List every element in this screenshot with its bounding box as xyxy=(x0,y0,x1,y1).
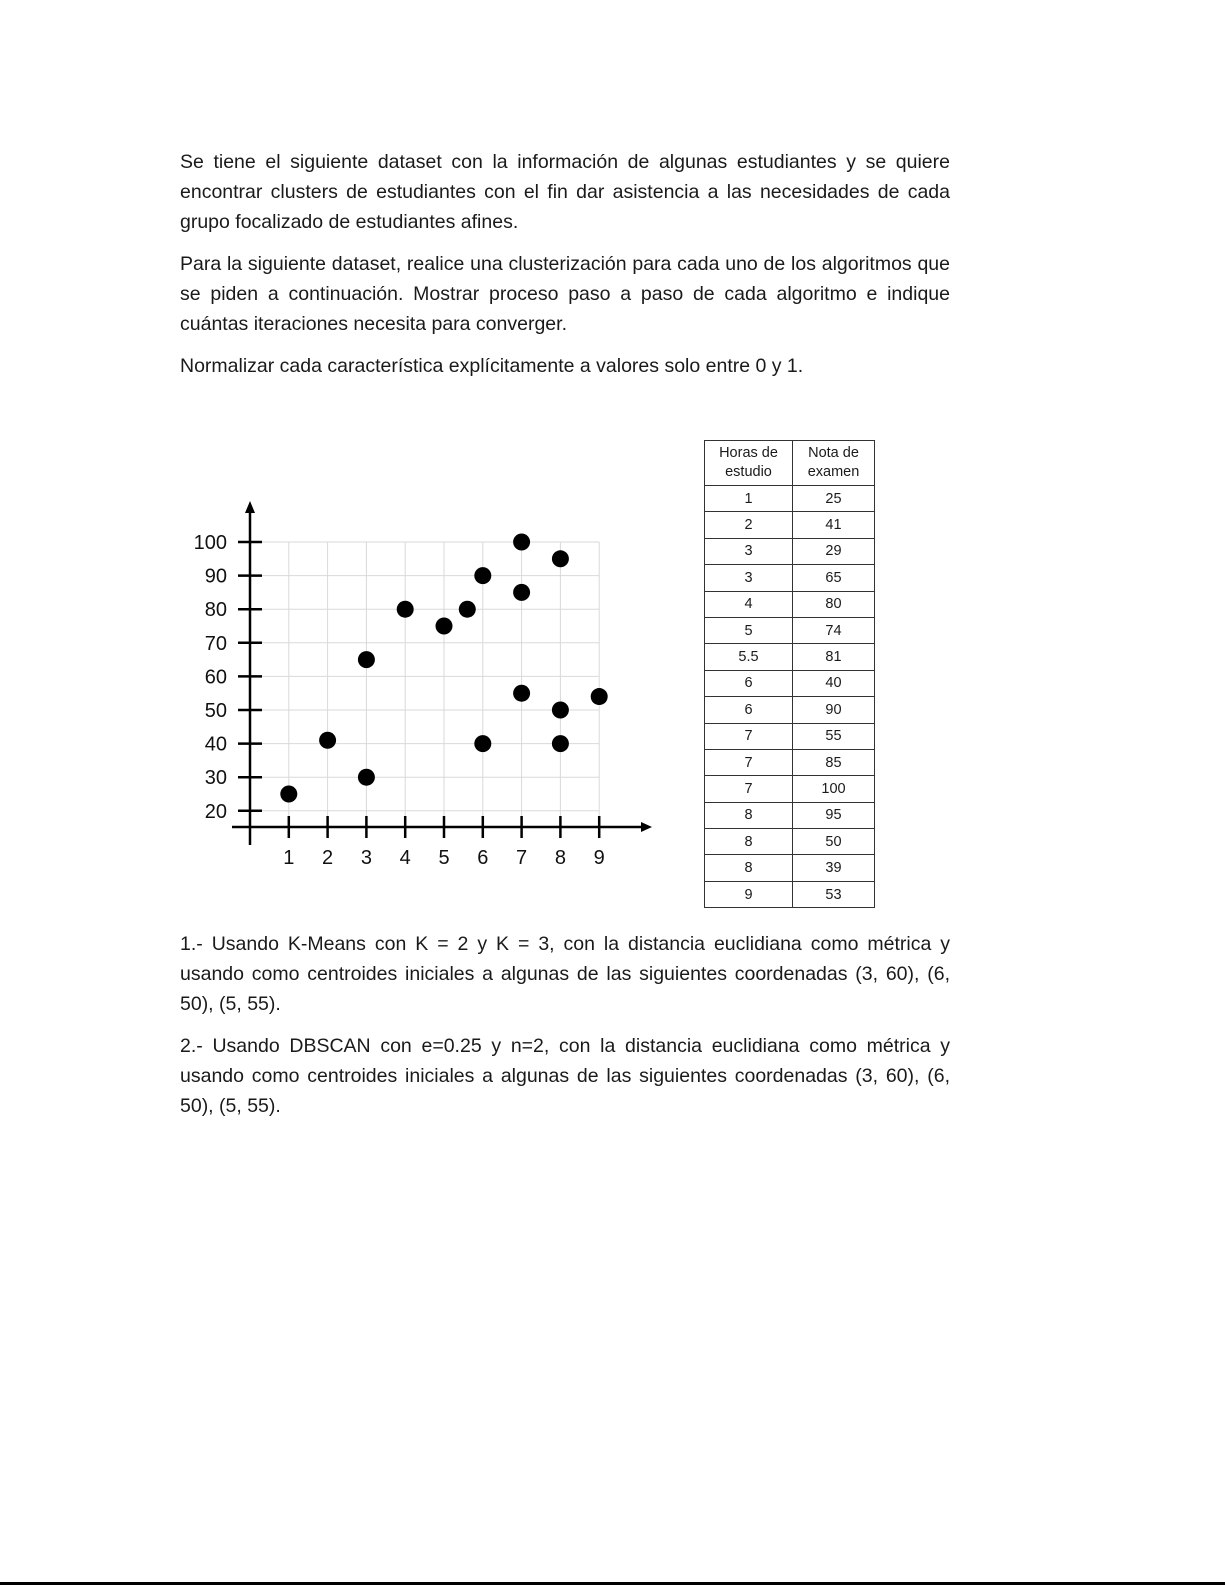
cell-nota: 74 xyxy=(793,617,875,643)
table-body xyxy=(705,486,875,908)
table-row xyxy=(705,565,875,591)
cell-nota: 53 xyxy=(793,881,875,907)
cell-horas: 8 xyxy=(705,829,793,855)
table-row xyxy=(705,617,875,643)
cell-nota: 65 xyxy=(793,565,875,591)
cell-horas: 8 xyxy=(705,802,793,828)
data-point xyxy=(319,732,336,749)
cell-nota: 41 xyxy=(793,512,875,538)
table-row xyxy=(705,723,875,749)
data-point xyxy=(474,567,491,584)
cell-horas: 6 xyxy=(705,697,793,723)
cell-nota: 40 xyxy=(793,670,875,696)
x-tick-label: 3 xyxy=(360,847,372,869)
table-row xyxy=(705,855,875,881)
x-tick-label: 7 xyxy=(516,847,528,869)
cell-horas: 5 xyxy=(705,617,793,643)
y-tick-label: 20 xyxy=(204,800,227,823)
y-tick-label: 90 xyxy=(204,565,227,588)
y-tick-label: 70 xyxy=(204,632,227,655)
cell-horas: 4 xyxy=(705,591,793,617)
cell-nota: 29 xyxy=(793,538,875,564)
cell-horas: 7 xyxy=(705,776,793,802)
table-row xyxy=(705,697,875,723)
data-table xyxy=(704,440,875,908)
data-point xyxy=(474,735,491,752)
cell-nota: 80 xyxy=(793,591,875,617)
cell-horas: 3 xyxy=(705,565,793,591)
table-row xyxy=(705,512,875,538)
x-tick-label: 6 xyxy=(477,847,489,869)
intro-paragraph-normalize: Normalizar cada característica explícitamente a valores solo entre 0 y 1. xyxy=(180,355,804,377)
x-tick-label: 1 xyxy=(283,847,295,869)
chart-grid xyxy=(250,542,599,827)
cell-horas: 2 xyxy=(705,512,793,538)
cell-horas: 7 xyxy=(705,749,793,775)
x-tick-label: 4 xyxy=(399,847,411,869)
cell-horas: 5.5 xyxy=(705,644,793,670)
x-tick-label: 8 xyxy=(554,847,566,869)
cell-nota: 50 xyxy=(793,829,875,855)
header-line: examen xyxy=(807,464,860,480)
scatter-chart xyxy=(180,490,660,890)
cell-nota: 85 xyxy=(793,749,875,775)
data-point xyxy=(280,786,297,803)
table-row xyxy=(705,644,875,670)
header-nota-de-examen xyxy=(793,441,875,486)
table-row xyxy=(705,749,875,775)
cell-horas: 1 xyxy=(705,486,793,512)
x-tick-label: 5 xyxy=(438,847,450,869)
data-point xyxy=(552,550,569,567)
table-row xyxy=(705,670,875,696)
y-axis-arrow-icon xyxy=(245,501,255,513)
chart-ticks xyxy=(194,532,605,869)
data-point xyxy=(397,601,414,618)
x-tick-label: 9 xyxy=(593,847,605,869)
header-horas-de-estudio xyxy=(705,441,793,486)
intro-paragraph-dataset: Se tiene el siguiente dataset con la información de algunas estudiantes y se quiere encontrar clusters de estudiantes con el fin dar asistencia a las necesidades de cada grupo focalizado de estudiantes afines. xyxy=(180,151,950,233)
cell-nota: 39 xyxy=(793,855,875,881)
data-point xyxy=(513,534,530,551)
cell-horas: 7 xyxy=(705,723,793,749)
x-axis-arrow-icon xyxy=(641,822,652,832)
table-row xyxy=(705,538,875,564)
table-row xyxy=(705,486,875,512)
y-tick-label: 60 xyxy=(204,666,227,689)
header-line: estudio xyxy=(725,464,772,480)
cell-horas: 9 xyxy=(705,881,793,907)
table-row xyxy=(705,802,875,828)
data-point xyxy=(459,601,476,618)
table-row xyxy=(705,881,875,907)
data-point xyxy=(513,584,530,601)
table-row xyxy=(705,591,875,617)
data-point xyxy=(552,702,569,719)
x-tick-label: 2 xyxy=(322,847,334,869)
data-point xyxy=(358,651,375,668)
cell-nota: 25 xyxy=(793,486,875,512)
cell-nota: 100 xyxy=(793,776,875,802)
data-point xyxy=(591,688,608,705)
cell-nota: 90 xyxy=(793,697,875,723)
question-2-dbscan: 2.- Usando DBSCAN con e=0.25 y n=2, con la distancia euclidiana como métrica y usando como centroides iniciales a algunas de las siguientes coordenadas (3, 60), (6, 50), (5, 55). xyxy=(180,1035,950,1117)
y-tick-label: 30 xyxy=(204,767,227,790)
cell-horas: 6 xyxy=(705,670,793,696)
data-point xyxy=(436,618,453,635)
header-line: Horas de xyxy=(719,445,778,461)
cell-nota: 55 xyxy=(793,723,875,749)
intro-paragraph-task: Para la siguiente dataset, realice una clusterización para cada uno de los algoritmos que se piden a continuación. Mostrar proceso paso a paso de cada algoritmo e indique cuántas iteraciones necesita para converger. xyxy=(180,253,950,335)
table-row xyxy=(705,829,875,855)
cell-nota: 81 xyxy=(793,644,875,670)
data-point xyxy=(552,735,569,752)
data-point xyxy=(358,769,375,786)
y-tick-label: 40 xyxy=(204,733,227,756)
table-row xyxy=(705,776,875,802)
table-header-row xyxy=(705,441,875,486)
data-point xyxy=(513,685,530,702)
cell-horas: 3 xyxy=(705,538,793,564)
y-tick-label: 50 xyxy=(204,700,227,722)
y-tick-label: 100 xyxy=(193,532,227,554)
question-1-kmeans: 1.- Usando K-Means con K = 2 y K = 3, con la distancia euclidiana como métrica y usando como centroides iniciales a algunas de las siguientes coordenadas (3, 60), (6, 50), (5, 55). xyxy=(180,933,950,1015)
cell-nota: 95 xyxy=(793,802,875,828)
header-line: Nota de xyxy=(808,445,859,461)
cell-horas: 8 xyxy=(705,855,793,881)
y-tick-label: 80 xyxy=(204,599,227,622)
